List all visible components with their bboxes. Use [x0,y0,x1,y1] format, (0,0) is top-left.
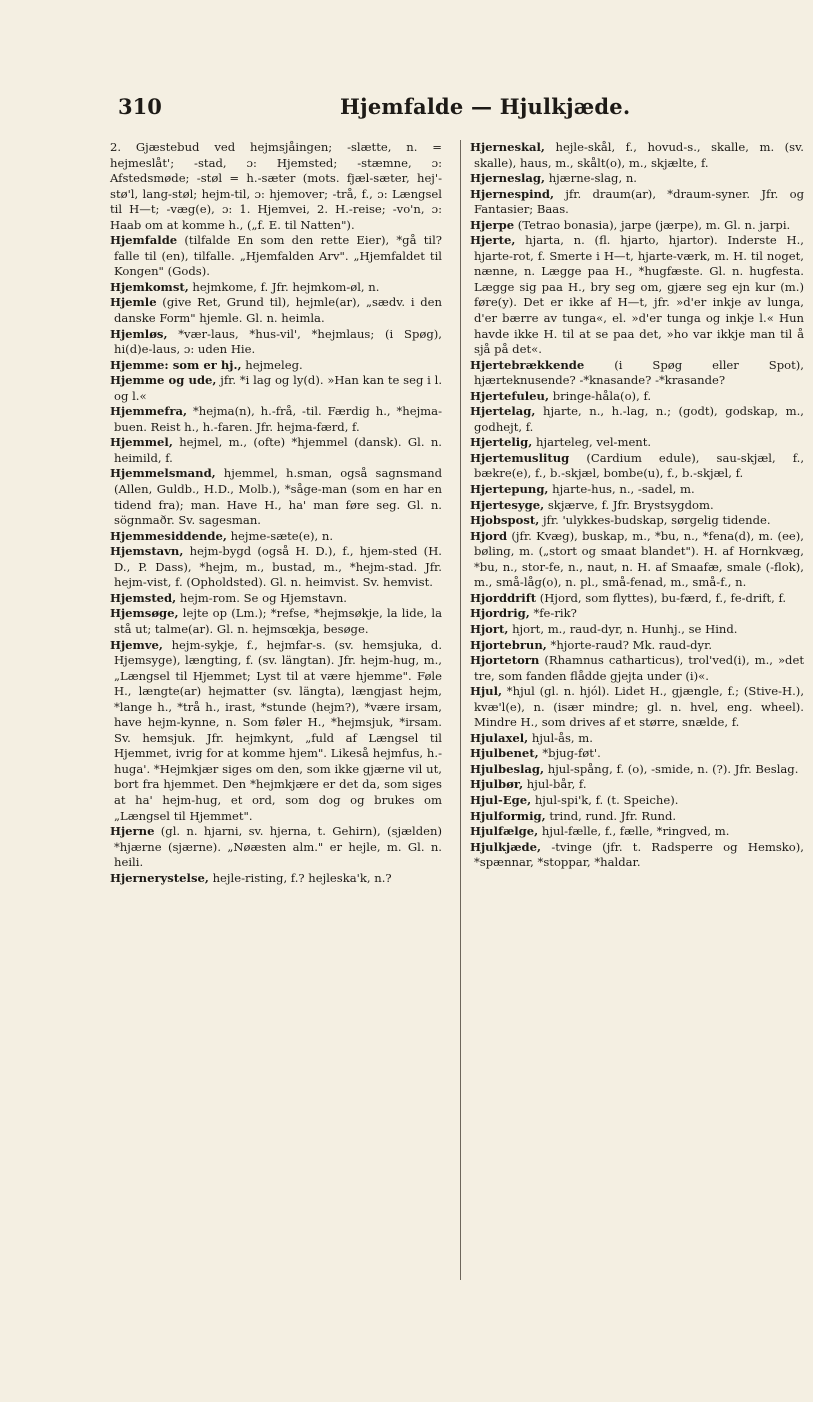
dictionary-entry [110,466,442,528]
entry-definition: 2. Gjæstebud ved hejmsjåingen; -slætte, n. = hejmeslåt'; -stad, ɔ: Hjemsted; -stæmne, ɔ: Afstedsmøde; -støl = h.-sæter (mots. fjæl-sæter, hej'-stø'l, lang-støl; hejm-til, ɔ: hjemover; -trå, f., ɔ: Længsel til H—t; -væg(e), ɔ: 1. Hjemvei, 2. H.-reise; -vo'n, ɔ: Haab om at komme h., („f. E. til Natten"). [110,140,442,232]
page-number: 310 [118,94,162,119]
entry-headword: Hjerneslag, [470,171,546,186]
dictionary-entry [470,498,804,514]
dictionary-entry [470,653,804,684]
entry-definition: hjort, m., raud-dyr, n. Hunhj., se Hind. [508,621,738,636]
dictionary-entry [470,824,804,840]
dictionary-entry [470,731,804,747]
entry-headword: Hjordrig, [470,606,530,621]
entry-definition: hjærne-slag, n. [545,171,637,186]
dictionary-entry [470,171,804,187]
dictionary-entry [110,435,442,466]
entry-headword: Hjemme og ude, [110,373,217,388]
entry-definition: (i Spøg eller Spot), hjærteknusende? -*knasande? -*krasande? [474,357,804,388]
entry-definition: hjul-spi'k, f. (t. Speiche). [531,792,679,807]
entry-headword: Hjemkomst, [110,279,189,294]
entry-headword: Hjulkjæde, [470,839,542,854]
entry-headword: Hjerne [110,824,155,839]
entry-headword: Hjemsøge, [110,606,179,621]
entry-headword: Hjortebrun, [470,637,547,652]
entry-definition: hejle-skål, f., hovud-s., skalle, m. (sv. skalle), haus, m., skålt(o), m., skjælte, f. [474,140,804,170]
dictionary-entry [110,591,442,607]
entry-headword: Hjernespind, [470,186,555,201]
dictionary-entry [470,435,804,451]
entry-definition: hejmkome, f. Jfr. hejmkom-øl, n. [188,279,380,294]
entry-definition: (Cardium edule), sau-skjæl, f., bækre(e), f., b.-skjæl, bombe(u), f., b.-skjæl, f. [474,450,804,481]
entry-definition: hejle-risting, f.? hejleska'k, n.? [208,870,392,885]
dictionary-entry [110,824,442,871]
dictionary-entry [470,622,804,638]
entry-definition: hjul-ås, m. [528,730,593,745]
entry-definition: (tilfalde En som den rette Eier), *gå til? falle til (en), tilfalle. „Hjemfalden Arv". „Hjemfaldet til Kongen" (Gods). [114,233,442,279]
dictionary-entry [470,606,804,622]
entry-headword: Hjerte, [470,233,516,248]
entry-definition: jfr. 'ulykkes-budskap, sørgelig tidende. [539,513,771,528]
dictionary-entry [470,684,804,731]
entry-definition: *vær-laus, *hus-vil', *hejmlaus; (i Spøg), hi(d)e-laus, ɔ: uden Hie. [114,326,442,357]
entry-definition: *hjorte-raud? Mk. raud-dyr. [546,637,713,652]
page-header [118,94,768,122]
dictionary-entry [470,218,804,234]
entry-definition: hejm-bygd (også H. D.), f., hjem-sted (H. D., P. Dass), *hejm, m., bustad, m., *hejm-stad. Jfr. hejm-vist, f. (Opholdsted). Gl. n. heimvist. Sv. hemvist. [114,544,442,590]
dictionary-entry [470,591,804,607]
left-column [110,140,442,886]
entry-headword: Hjemsted, [110,590,177,605]
entry-headword: Hjerpe [470,217,515,232]
dictionary-entry [110,871,442,887]
entry-definition: hjul-bår, f. [523,777,587,792]
dictionary-entry [110,327,442,358]
entry-headword: Hjemmelsmand, [110,466,216,481]
entry-definition: hjarte-hus, n., -sadel, m. [548,482,695,497]
entry-headword: Hjemløs, [110,326,168,341]
entry-headword: Hjernerystelse, [110,870,209,885]
dictionary-entry [110,140,442,233]
entry-definition: hejm-rom. Se og Hjemstavn. [176,590,347,605]
entry-definition: trind, rund. Jfr. Rund. [545,808,677,823]
entry-headword: Hjertesyge, [470,497,545,512]
dictionary-entry [110,358,442,374]
dictionary-entry [470,140,804,171]
dictionary-entry [470,746,804,762]
entry-headword: Hjulaxel, [470,730,529,745]
entry-definition: (Hjord, som flyttes), bu-færd, f., fe-drift, f. [536,590,787,605]
entry-definition: hjarta, n. (fl. hjarto, hjartor). Inderste H., hjarte-rot, f. Smerte i H—t, hjarte-værk, m. H. til noget, nænne, n. Lægge paa H., *hugfæste. Gl. n. hugfesta. Lægge sig paa H., bry seg om, gjære seg ejn kur (m.) føre(y). Det er ikke af H—t, jfr. »d'er inkje av lunga, d'er bærre av tunga«, el. »d'er tunga og inkje l.« Hun havde ikke H. til at se paa det, »ho var ikkje man til å sjå på det«. [474,233,804,357]
dictionary-entry [110,606,442,637]
entry-headword: Hjord [470,528,508,543]
dictionary-entry [470,451,804,482]
dictionary-entry [470,762,804,778]
entry-headword: Hjulbenet, [470,746,539,761]
dictionary-entry [110,404,442,435]
dictionary-entry [470,187,804,218]
entry-definition: hjarte, n., h.-lag, n.; (godt), godskap, m., godhejt, f. [474,404,804,434]
entry-definition: (Rhamnus catharticus), trol'ved(i), m., »det tre, som fanden flådde gjejta under (i)«. [474,653,804,683]
dictionary-entry [110,373,442,404]
entry-definition: hjarteleg, vel-ment. [532,435,652,450]
dictionary-entry [470,777,804,793]
dictionary-entry [110,529,442,545]
entry-definition: hjul-fælle, f., fælle, *ringved, m. [538,824,730,839]
entry-definition: hejme-sæte(e), n. [226,528,334,543]
entry-headword: Hjertepung, [470,482,549,497]
entry-headword: Hjemmel, [110,435,173,450]
column-divider [460,140,461,1280]
running-head: Hjemfalde — Hjulkjæde. [340,94,631,119]
dictionary-entry [110,544,442,591]
entry-headword: Hjertelig, [470,435,533,450]
entry-headword: Hjertemuslitug [470,450,570,465]
dictionary-entry [470,358,804,389]
entry-headword: Hjulformig, [470,808,546,823]
entry-headword: Hjulbør, [470,777,524,792]
entry-headword: Hjorddrift [470,590,537,605]
entry-headword: Hjemmesiddende, [110,528,227,543]
entry-headword: Hjerneskal, [470,140,545,154]
entry-definition: *hejma(n), h.-frå, -til. Færdig h., *hejma-buen. Reist h., h.-faren. Jfr. hejma-færd, f. [114,404,442,434]
dictionary-entry [470,529,804,591]
dictionary-entry [470,638,804,654]
entry-headword: Hjemfalde [110,233,178,248]
entry-headword: Hjertelag, [470,404,536,419]
entry-definition: lejte op (Lm.); *refse, *hejmsøkje, la lide, la stå ut; talme(ar). Gl. n. hejmsœkja, besøge. [114,606,442,636]
dictionary-entry [470,793,804,809]
entry-definition: *fe-rik? [529,606,577,621]
dictionary-entry [470,840,804,871]
entry-definition: skjærve, f. Jfr. Brystsygdom. [544,497,714,512]
entry-definition: hejmeleg. [241,357,303,372]
dictionary-entry [110,295,442,326]
entry-headword: Hjertebrækkende [470,357,585,372]
entry-headword: Hjul-Ege, [470,792,532,807]
entry-definition: -tvinge (jfr. t. Radsperre og Hemsko), *spænnar, *stoppar, *haldar. [474,839,804,870]
entry-headword: Hjemve, [110,637,163,652]
entry-headword: Hjort, [470,621,509,636]
entry-definition: hejmel, m., (ofte) *hjemmel (dansk). Gl. n. heimild, f. [114,435,442,465]
dictionary-entry [110,638,442,825]
entry-headword: Hjortetorn [470,653,540,668]
entry-definition: jfr. draum(ar), *draum-syner. Jfr. og Fantasier; Baas. [474,186,804,217]
entry-definition: hejm-sykje, f., hejmfar-s. (sv. hemsjuka, d. Hjemsyge), længting, f. (sv. längtan). Jfr. hejm-hug, m., „Længsel til Hjemmet; Lyst til at være hjemme". Føle H., længte(ar) hejmatter (sv. längta), længjast hejm, *lange h., *trå h., irast, *stunde (hejm?), *være irsam, have hejm-kynne, n. Som føler H., *hejmsjuk, *irsam. Sv. hemsjuk. Jfr. hejmkynt, „fuld af Længsel til Hjemmet, ivrig for at komme hjem". Likeså hejmfus, h.-huga'. *Hejmkjær siges om den, som ikke gjærne vil ut, bort fra hjemmet. Den *hejmkjære er det da, som siges at ha' hejm-hug, et ord, som dog og brukes om „Længsel til Hjemmet". [114,637,442,823]
entry-definition: (Tetrao bonasia), jarpe (jærpe), m. Gl. n. jarpi. [514,217,791,232]
entry-definition: jfr. *i lag og ly(d). »Han kan te seg i l. og l.« [114,373,443,403]
right-column [470,140,804,871]
entry-definition: *bjug-føt'. [538,746,601,761]
entry-definition: hjemmel, h.sman, også sagnsmand (Allen, Guldb., H.D., Molb.), *såge-man (som en har en tidend fra); man. Have H., ha' man føre seg. Gl. n. sögnmaðr. Sv. sagesman. [114,466,442,528]
dictionary-entry [470,404,804,435]
dictionary-entry [470,389,804,405]
entry-definition: (give Ret, Grund til), hejmle(ar), „sædv. i den danske Form" hjemle. Gl. n. heimla. [114,295,442,326]
entry-headword: Hjertefuleu, [470,388,550,403]
entry-definition: (jfr. Kvæg), buskap, m., *bu, n., *fena(d), m. (ee), bøling, m. („stort og smaat blandet"). H. af Hornkvæg, *bu, n., stor-fe, n., naut, n. H. af Smaafæ, smale (-flok), m., små-låg(o), n. pl., små-fenad, m., små-f., n. [474,528,804,590]
entry-definition: hjul-spång, f. (o), -smide, n. (?). Jfr. Beslag. [544,761,799,776]
dictionary-entry [470,233,804,357]
entry-headword: Hjulfælge, [470,824,539,839]
entry-definition: bringe-håla(o), f. [549,388,652,403]
dictionary-entry [110,280,442,296]
entry-definition: (gl. n. hjarni, sv. hjerna, t. Gehirn), (sjælden) *hjærne (sjærne). „Nøæsten alm." er hejle, m. Gl. n. heili. [114,824,442,870]
dictionary-entry [110,233,442,280]
entry-headword: Hjemstavn, [110,544,184,559]
entry-headword: Hjemme: som er hj., [110,357,242,372]
dictionary-entry [470,809,804,825]
entry-definition: *hjul (gl. n. hjól). Lidet H., gjænglе, f.; (Stive-H.), kvæ'l(e), n. (især mindre; gl. n. hvel, eng. wheel). Mindre H., som drives af et større, snælde, f. [474,684,804,730]
entry-headword: Hjemmefra, [110,404,188,419]
dictionary-entry [470,513,804,529]
entry-headword: Hjobspost, [470,513,540,528]
entry-headword: Hjul, [470,684,503,699]
entry-headword: Hjemle [110,295,157,310]
dictionary-entry [470,482,804,498]
entry-headword: Hjulbeslag, [470,761,545,776]
